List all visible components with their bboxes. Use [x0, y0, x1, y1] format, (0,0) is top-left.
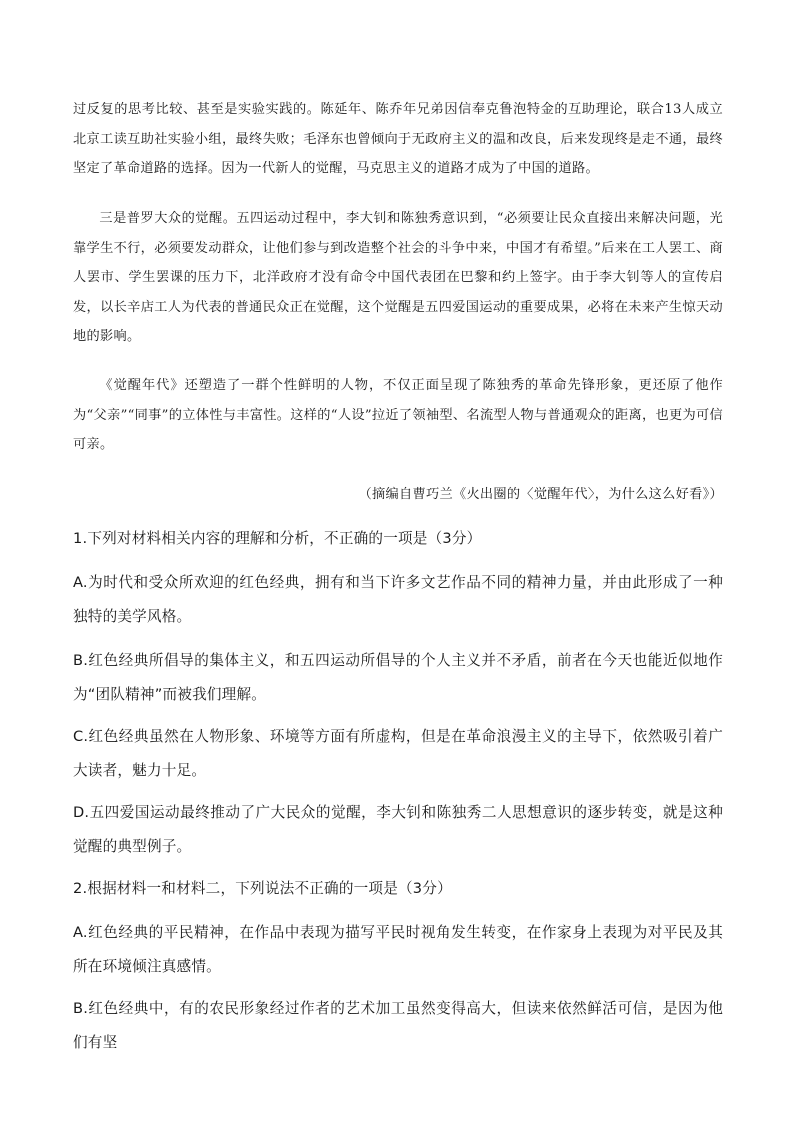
- question-1-option-a: A.为时代和受众所欢迎的红色经典，拥有和当下许多文艺作品不同的精神力量，并由此形成了一种独特的美学风格。: [73, 574, 723, 625]
- question-2-stem: 2.根据材料一和材料二，下列说法不正确的一项是（3分）: [73, 880, 452, 897]
- passage-paragraph-1: 过反复的思考比较、甚至是实验实践的。陈延年、陈乔年兄弟因信奉克鲁泡特金的互助理论，联合13人成立北京工读互助社实验小组，最终失败；毛泽东也曾倾向于无政府主义的温和改良，后来发现终是走不通，最终坚定了革命道路的选择。因为一代新人的觉醒，马克思主义的道路才成为了中国的道路。: [73, 102, 723, 176]
- question-2-option-b: B.红色经典中，有的农民形象经过作者的艺术加工虽然变得高大，但读来依然鲜活可信，是因为他们有坚: [73, 1000, 723, 1051]
- passage-source-citation: （摘编自曹巧兰《火出圈的〈觉醒年代〉，为什么这么好看》）: [358, 487, 723, 502]
- passage-paragraph-2: 三是普罗大众的觉醒。五四运动过程中，李大钊和陈独秀意识到，“必须要让民众直接出来解决问题，光靠学生不行，必须要发动群众，让他们参与到改造整个社会的斗争中来，中国才有希望。”后来在工人罢工、商人罢市、学生罢课的压力下，北洋政府才没有命令中国代表团在巴黎和约上签字。由于李大钊等人的宣传启发，以长辛店工人为代表的普通民众正在觉醒，这个觉醒是五四爱国运动的重要成果，必将在未来产生惊天动地的影响。: [73, 211, 723, 344]
- passage-paragraph-3: 《觉醒年代》还塑造了一群个性鲜明的人物，不仅正面呈现了陈独秀的革命先锋形象，更还原了他作为“父亲”“同事”的立体性与丰富性。这样的“人设”拉近了领袖型、名流型人物与普通观众的距离，也更为可信可亲。: [73, 378, 723, 452]
- question-1-option-d: D.五四爱国运动最终推动了广大民众的觉醒，李大钊和陈独秀二人思想意识的逐步转变，就是这种觉醒的典型例子。: [73, 804, 723, 855]
- question-1-option-c: C.红色经典虽然在人物形象、环境等方面有所虚构，但是在革命浪漫主义的主导下，依然吸引着广大读者，魅力十足。: [73, 728, 723, 779]
- question-1-option-b: B.红色经典所倡导的集体主义，和五四运动所倡导的个人主义并不矛盾，前者在今天也能近似地作为“团队精神”而被我们理解。: [73, 652, 723, 703]
- question-1-stem: 1.下列对材料相关内容的理解和分析，不正确的一项是（3分）: [73, 530, 482, 547]
- question-2-option-a: A.红色经典的平民精神，在作品中表现为描写平民时视角发生转变，在作家身上表现为对平民及其所在环境倾注真感情。: [73, 924, 723, 975]
